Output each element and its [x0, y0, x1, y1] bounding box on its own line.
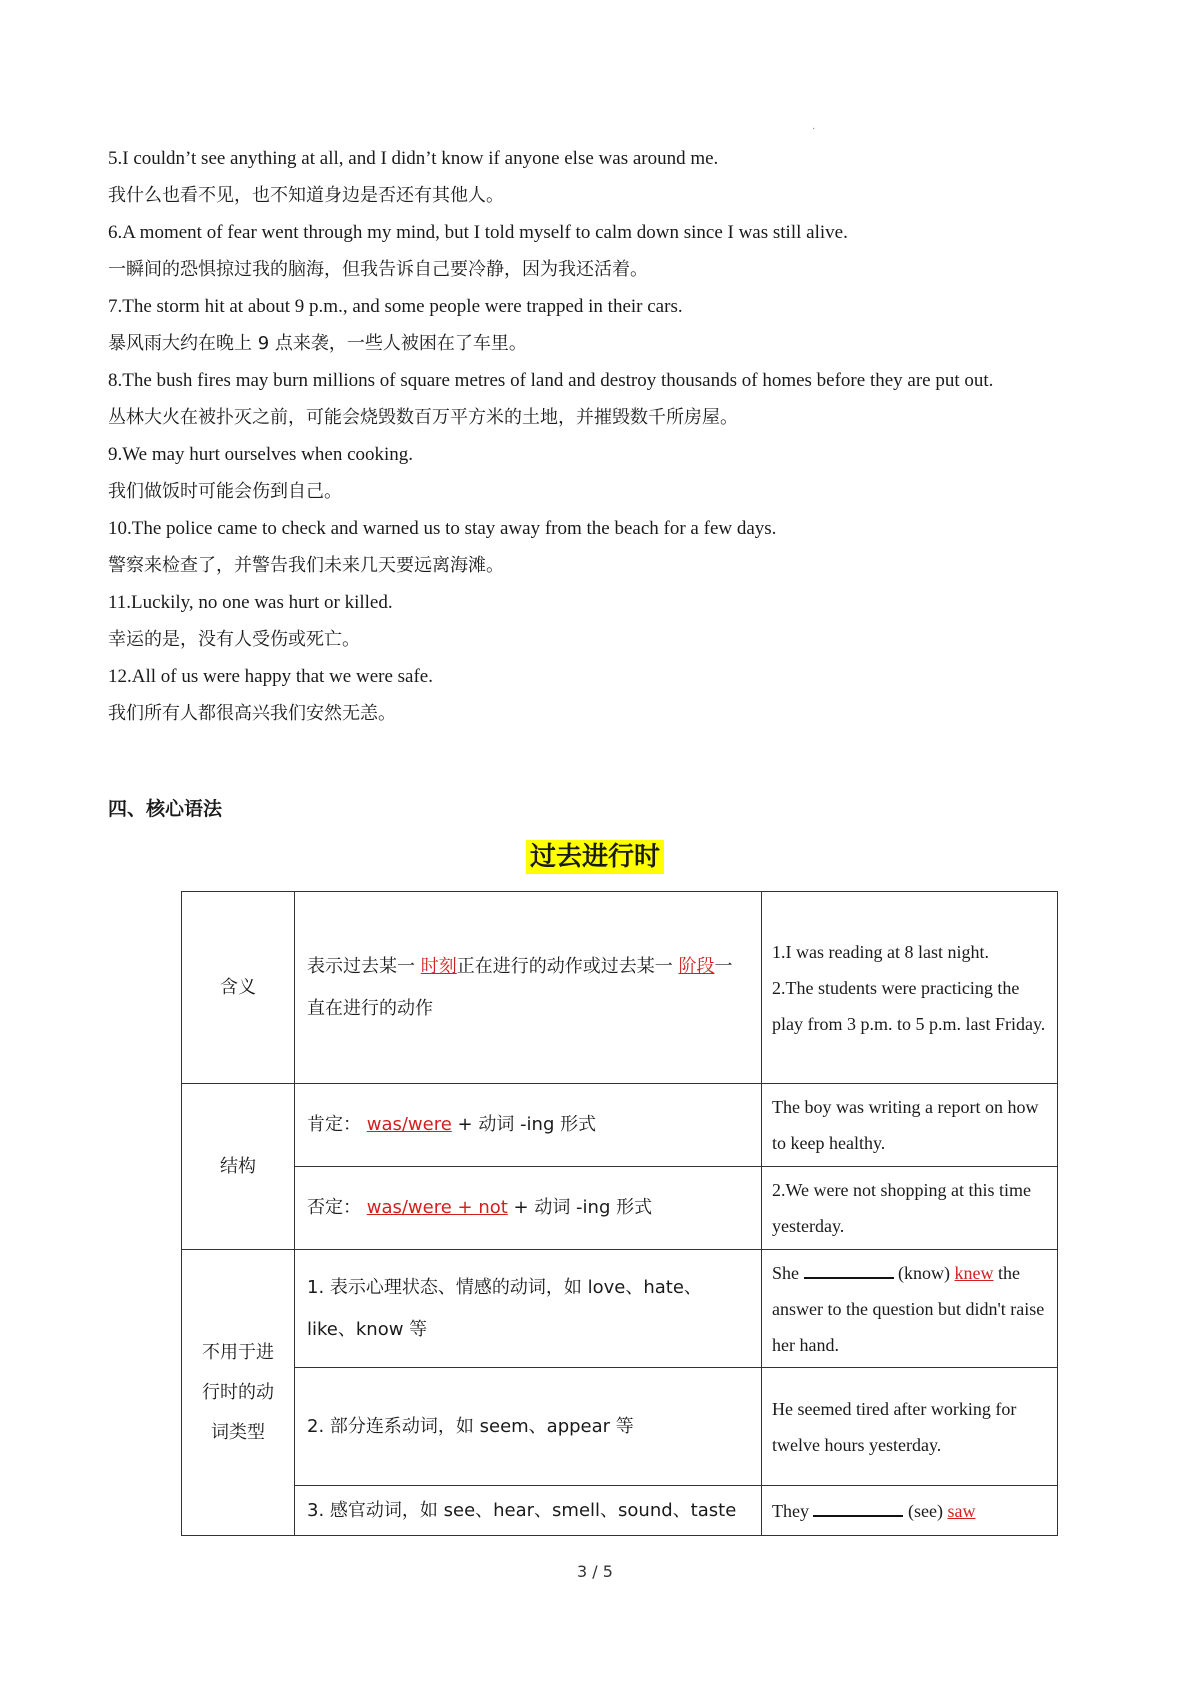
- example-text: She: [772, 1262, 804, 1283]
- table-row: [182, 1084, 1058, 1167]
- meaning-text: 一直在进行的动作: [307, 955, 733, 1019]
- exceptions-label: 不用于进行时的动词类型: [182, 1250, 295, 1536]
- sentence-zh: 一瞬间的恐惧掠过我的脑海，但我告诉自己要冷静，因为我还活着。: [108, 259, 648, 280]
- answer-knew: knew: [954, 1262, 994, 1283]
- sentence-zh: 丛林大火在被扑灭之前，可能会烧毁数百万平方米的土地，并摧毁数千所房屋。: [108, 407, 738, 428]
- example-line: 1.I was reading at 8 last night.: [772, 941, 989, 962]
- exception-desc: 2. 部分连系动词，如 seem、appear 等: [295, 1368, 762, 1486]
- structure-label: 结构: [182, 1084, 295, 1250]
- negative-example: 2.We were not shopping at this time yesterday.: [762, 1167, 1058, 1250]
- meaning-text: 正在进行的动作或过去某一: [456, 955, 679, 977]
- structure-text: + 动词 -ing 形式: [451, 1114, 597, 1135]
- table-title: 过去进行时: [526, 840, 664, 874]
- structure-text: 否定：: [307, 1197, 367, 1218]
- sentence-zh: 我们做饭时可能会伤到自己。: [108, 481, 342, 502]
- sentence-en: 7.The storm hit at about 9 p.m., and some people were trapped in their cars.: [108, 296, 683, 317]
- answer-moment: 时刻: [420, 955, 457, 977]
- fill-blank[interactable]: [804, 1261, 894, 1279]
- answer-saw: saw: [947, 1500, 976, 1521]
- grammar-table: [181, 891, 1058, 1536]
- answer-negative: was/were + not: [366, 1197, 508, 1218]
- table-row: [182, 1368, 1058, 1486]
- sentence-en: 11.Luckily, no one was hurt or killed.: [108, 592, 393, 613]
- meaning-example: [762, 892, 1058, 1084]
- meaning-desc: [295, 892, 762, 1084]
- exception-desc: 3. 感官动词，如 see、hear、smell、sound、taste: [295, 1486, 762, 1536]
- sentence-en: 5.I couldn’t see anything at all, and I didn’t know if anyone else was around me.: [108, 148, 719, 169]
- meaning-text: 表示过去某一: [307, 955, 421, 977]
- section-heading: 四、核心语法: [108, 798, 223, 820]
- example-text: They: [772, 1500, 814, 1521]
- exception-example: He seemed tired after working for twelve hours yesterday.: [762, 1368, 1058, 1486]
- table-row: [182, 1250, 1058, 1368]
- sentence-en: 9.We may hurt ourselves when cooking.: [108, 444, 414, 465]
- example-line: 2.The students were practicing the play from 3 p.m. to 5 p.m. last Friday.: [772, 977, 1046, 1034]
- sentence-zh: 暴风雨大约在晚上 9 点来袭，一些人被困在了车里。: [108, 333, 527, 354]
- table-row: [182, 892, 1058, 1084]
- meaning-label: 含义: [182, 892, 295, 1084]
- positive-example: The boy was writing a report on how to keep healthy.: [762, 1084, 1058, 1167]
- sentence-en: 12.All of us were happy that we were safe.: [108, 666, 433, 687]
- example-text: the answer to the question but didn't raise her hand.: [772, 1262, 1045, 1355]
- structure-text: 肯定：: [307, 1114, 367, 1135]
- structure-positive: [295, 1084, 762, 1167]
- answer-period: 阶段: [678, 955, 715, 977]
- structure-text: + 动词 -ing 形式: [507, 1197, 653, 1218]
- sentence-zh: 幸运的是，没有人受伤或死亡。: [108, 629, 360, 650]
- sentence-zh: 我们所有人都很高兴我们安然无恙。: [108, 703, 396, 724]
- sentence-zh: 我什么也看不见，也不知道身边是否还有其他人。: [108, 185, 504, 206]
- sentence-list: [108, 140, 1088, 732]
- page-number: 3 / 5: [577, 1562, 613, 1581]
- sentence-zh: 警察来检查了，并警告我们未来几天要远离海滩。: [108, 555, 504, 576]
- top-mark: ·: [812, 124, 816, 135]
- exception-example: [762, 1250, 1058, 1368]
- exception-example: [762, 1486, 1058, 1536]
- example-text: (know): [893, 1262, 955, 1283]
- table-row: [182, 1486, 1058, 1536]
- sentence-en: 8.The bush fires may burn millions of square metres of land and destroy thousands of homes before they are put out.: [108, 370, 994, 391]
- sentence-en: 10.The police came to check and warned us to stay away from the beach for a few days.: [108, 518, 777, 539]
- answer-positive: was/were: [366, 1114, 452, 1135]
- structure-negative: [295, 1167, 762, 1250]
- sentence-en: 6.A moment of fear went through my mind, but I told myself to calm down since I was still alive.: [108, 222, 848, 243]
- fill-blank[interactable]: [813, 1499, 903, 1517]
- table-row: [182, 1167, 1058, 1250]
- example-text: (see): [903, 1500, 948, 1521]
- exception-desc: 1. 表示心理状态、情感的动词，如 love、hate、like、know 等: [295, 1250, 762, 1368]
- table-title-wrap: [0, 836, 1190, 873]
